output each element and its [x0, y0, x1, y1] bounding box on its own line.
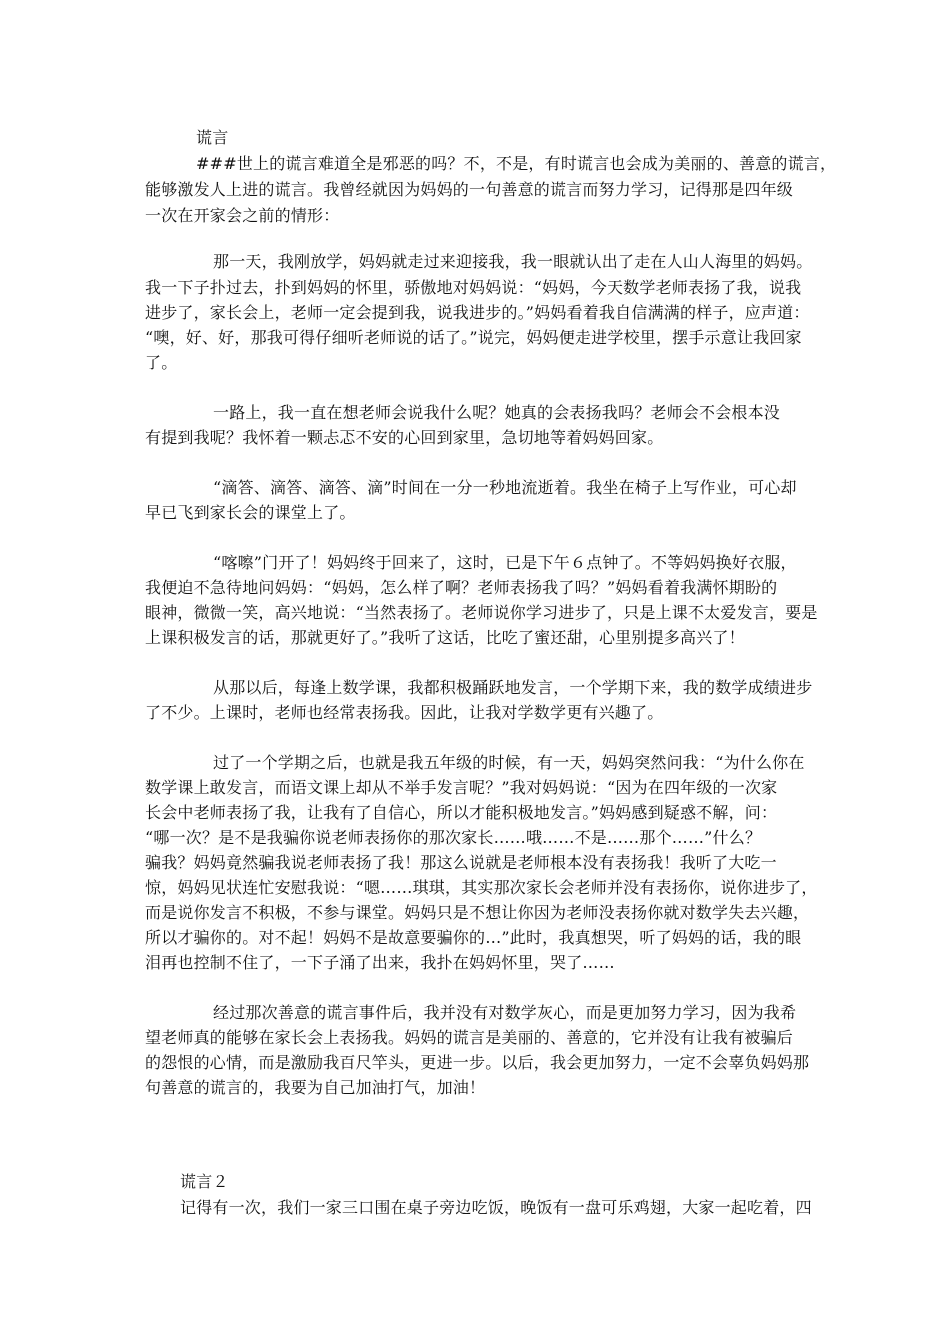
paragraph-1-line-2: 我一下子扑过去，扑到妈妈的怀里，骄傲地对妈妈说：“妈妈，今天数学老师表扬了我，说我 [145, 278, 802, 297]
paragraph-6-line-2: 数学课上敢发言，而语文课上却从不举手发言呢？”我对妈妈说：“因为在四年级的一次家 [145, 778, 778, 797]
essay-title: 谎言 [196, 128, 229, 147]
paragraph-7-line-2: 望老师真的能够在家长会上表扬我。妈妈的谎言是美丽的、善意的，它并没有让我有被骗后 [145, 1028, 794, 1047]
paragraph-6-line-4: “哪一次？是不是我骗你说老师表扬你的那次家长……哦……不是……那个……”什么？ [145, 828, 762, 847]
paragraph-2-line-1: 一路上，我一直在想老师会说我什么呢？她真的会表扬我吗？老师会不会根本没 [213, 403, 781, 422]
paragraph-1-line-1: 那一天，我刚放学，妈妈就走过来迎接我，我一眼就认出了走在人山人海里的妈妈。 [213, 252, 813, 271]
essay-2-title: 谎言２ [180, 1172, 229, 1191]
paragraph-6-line-1: 过了一个学期之后，也就是我五年级的时候，有一天，妈妈突然问我：“为什么你在 [213, 753, 805, 772]
paragraph-7-line-3: 的怨恨的心情，而是激励我百尺竿头，更进一步。以后，我会更加努力，一定不会辜负妈妈那 [145, 1053, 810, 1072]
intro-line-2: 能够激发人上进的谎言。我曾经就因为妈妈的一句善意的谎言而努力学习，记得那是四年级 [145, 180, 794, 199]
paragraph-6-line-8: 所以才骗你的。对不起！妈妈不是故意要骗你的…”此时，我真想哭，听了妈妈的话，我的眼 [145, 928, 802, 947]
paragraph-6-line-9: 泪再也控制不住了，一下子涌了出来，我扑在妈妈怀里，哭了…… [145, 953, 615, 972]
intro-line-3: 一次在开家会之前的情形： [145, 206, 340, 225]
paragraph-1-line-5: 了。 [145, 353, 178, 372]
paragraph-6-line-5: 骗我？妈妈竟然骗我说老师表扬了我！那这么说就是老师根本没有表扬我！我听了大吃一 [145, 853, 777, 872]
paragraph-1-line-3: 进步了，家长会上，老师一定会提到我，说我进步的。”妈妈看着我自信满满的样子，应声道： [145, 303, 810, 322]
paragraph-3-line-2: 早已飞到家长会的课堂上了。 [145, 503, 356, 522]
paragraph-5-line-1: 从那以后，每逢上数学课，我都积极踊跃地发言，一个学期下来，我的数学成绩进步 [213, 678, 813, 697]
paragraph-7-line-4: 句善意的谎言的，我要为自己加油打气，加油！ [145, 1078, 486, 1097]
paragraph-2-line-2: 有提到我呢？我怀着一颗忐忑不安的心回到家里，急切地等着妈妈回家。 [145, 428, 664, 447]
essay-2-line-1: 记得有一次，我们一家三口围在桌子旁边吃饭，晚饭有一盘可乐鸡翅，大家一起吃着，四 [180, 1198, 812, 1217]
paragraph-4-line-4: 上课积极发言的话，那就更好了。”我听了这话，比吃了蜜还甜，心里别提多高兴了！ [145, 628, 745, 647]
intro-line-1: ###世上的谎言难道全是邪恶的吗？不，不是，有时谎言也会成为美丽的、善意的谎言， [196, 154, 837, 173]
paragraph-4-line-3: 眼神，微微一笑，高兴地说：“当然表扬了。老师说你学习进步了，只是上课不太爱发言，要是 [145, 603, 818, 622]
paragraph-4-line-2: 我便迫不急待地问妈妈：“妈妈，怎么样了啊？老师表扬我了吗？”妈妈看着我满怀期盼的 [145, 578, 778, 597]
paragraph-4-line-1: “喀嚓”门开了！妈妈终于回来了，这时，已是下午６点钟了。不等妈妈换好衣服， [213, 553, 797, 572]
paragraph-6-line-7: 而是说你发言不积极，不参与课堂。妈妈只是不想让你因为老师没表扬你就对数学失去兴趣， [145, 903, 810, 922]
paragraph-3-line-1: “滴答、滴答、滴答、滴”时间在一分一秒地流逝着。我坐在椅子上写作业，可心却 [213, 478, 797, 497]
paragraph-1-line-4: “噢，好、好，那我可得仔细听老师说的话了。”说完，妈妈便走进学校里，摆手示意让我回家 [145, 328, 802, 347]
paragraph-6-line-6: 惊，妈妈见状连忙安慰我说：“嗯……琪琪，其实那次家长会老师并没有表扬你，说你进步了， [145, 878, 818, 897]
paragraph-5-line-2: 了不少。上课时，老师也经常表扬我。因此，让我对学数学更有兴趣了。 [145, 703, 664, 722]
paragraph-6-line-3: 长会中老师表扬了我，让我有了自信心，所以才能积极地发言。”妈妈感到疑惑不解，问： [145, 803, 778, 822]
paragraph-7-line-1: 经过那次善意的谎言事件后，我并没有对数学灰心，而是更加努力学习，因为我希 [213, 1003, 797, 1022]
